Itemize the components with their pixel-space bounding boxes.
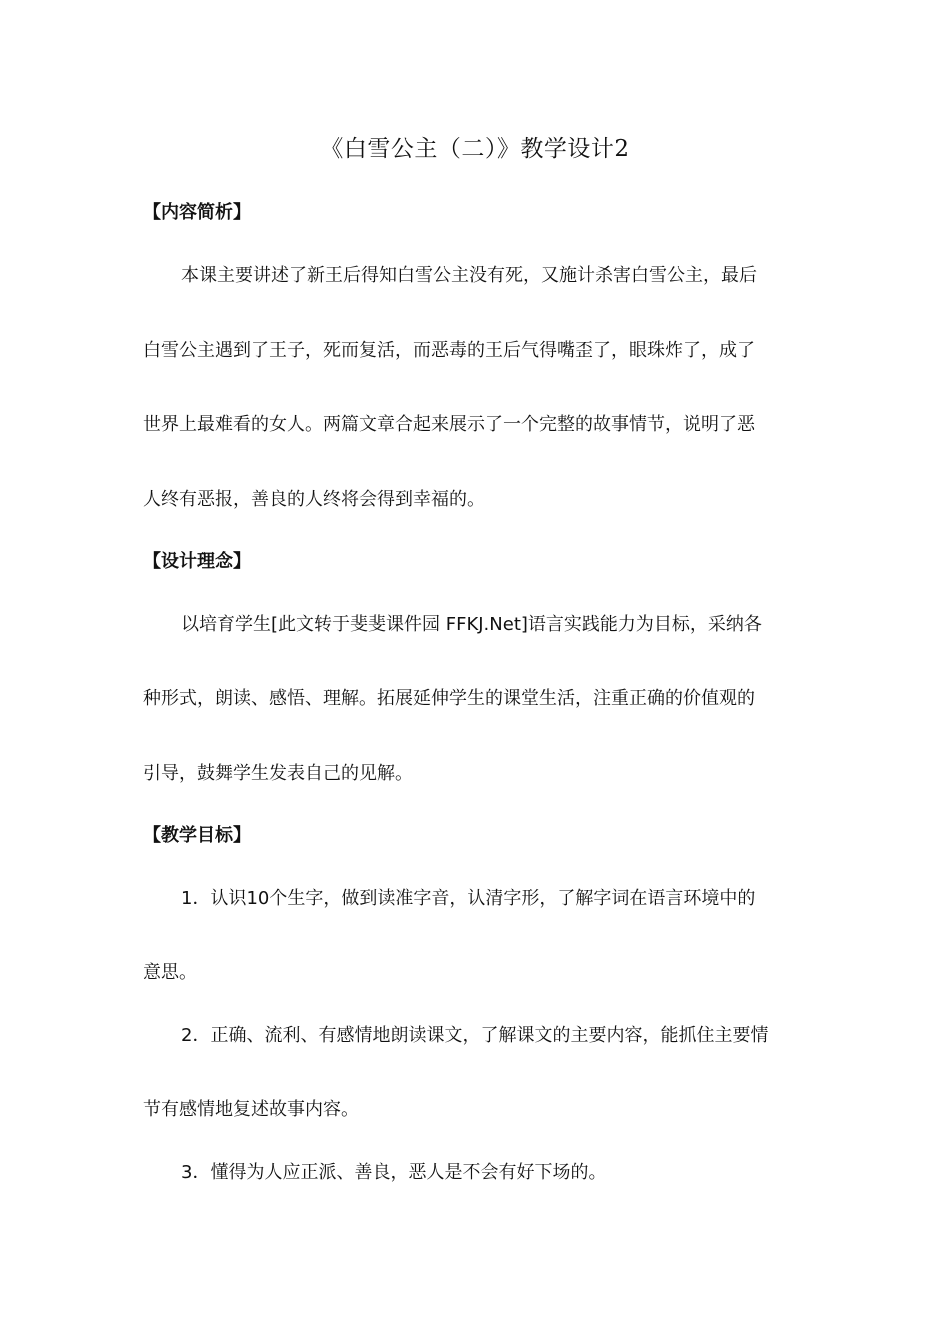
goal-item: 1．认识10个生字，做到读准字音，认清字形，了解字词在语言环境中的 [181, 888, 756, 909]
paragraph-line: 种形式，朗读、感悟、理解。拓展延伸学生的课堂生活，注重正确的价值观的 [143, 688, 755, 709]
goal-item: 3．懂得为人应正派、善良，恶人是不会有好下场的。 [181, 1162, 607, 1183]
paragraph-line: 引导，鼓舞学生发表自己的见解。 [143, 763, 413, 784]
paragraph-line: 以培育学生[此文转于斐斐课件园 FFKJ.Net]语言实践能力为目标，采纳各 [181, 614, 762, 635]
paragraph-line: 人终有恶报，善良的人终将会得到幸福的。 [143, 489, 485, 510]
paragraph-line: 世界上最难看的女人。两篇文章合起来展示了一个完整的故事情节，说明了恶 [143, 414, 755, 435]
paragraph-line: 本课主要讲述了新王后得知白雪公主没有死，又施计杀害白雪公主，最后 [181, 265, 757, 286]
paragraph-line: 意思。 [143, 962, 197, 983]
paragraph-line: 白雪公主遇到了王子，死而复活，而恶毒的王后气得嘴歪了，眼珠炸了，成了 [143, 340, 755, 361]
document-title: 《白雪公主（二）》教学设计2 [320, 136, 630, 162]
paragraph-line: 节有感情地复述故事内容。 [143, 1099, 359, 1120]
section-heading-content-analysis: 【内容简析】 [143, 202, 251, 223]
goal-item: 2．正确、流利、有感情地朗读课文，了解课文的主要内容，能抓住主要情 [181, 1025, 769, 1046]
section-heading-teaching-goals: 【教学目标】 [143, 825, 251, 846]
section-heading-design-concept: 【设计理念】 [143, 551, 251, 572]
